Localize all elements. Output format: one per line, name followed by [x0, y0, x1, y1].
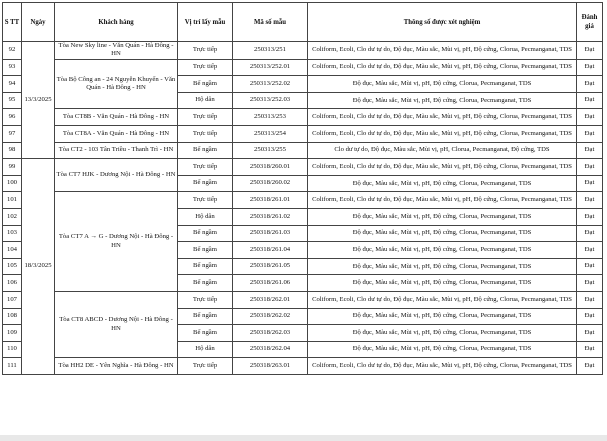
- customer-cell: Tòa CT8A - Văn Quán - Hà Đông - HN: [55, 125, 178, 142]
- sample-code-cell: 250313/252.01: [233, 59, 308, 76]
- result-cell: Đạt: [577, 159, 603, 176]
- location-cell: Trực tiếp: [178, 358, 233, 375]
- location-cell: Bể ngầm: [178, 275, 233, 292]
- row-stt: 95: [3, 92, 22, 109]
- row-stt: 109: [3, 325, 22, 342]
- location-cell: Bể ngầm: [178, 308, 233, 325]
- parameters-cell: Coliform, Ecoli, Clo dư tự do, Độ đục, Màu sắc, Mùi vị, pH, Độ cứng, Clorua, Pecmanganat, TDS: [308, 291, 577, 308]
- sample-code-cell: 250318/263.01: [233, 358, 308, 375]
- sample-code-cell: 250318/262.02: [233, 308, 308, 325]
- parameters-cell: Độ đục, Màu sắc, Mùi vị, pH, Độ cứng, Clorua, Pecmanganat, TDS: [308, 76, 577, 93]
- location-cell: Bể ngầm: [178, 76, 233, 93]
- result-cell: Đạt: [577, 142, 603, 159]
- row-stt: 93: [3, 59, 22, 76]
- sample-code-cell: 250313/253: [233, 109, 308, 126]
- parameters-cell: Clo dư tự do, Độ đục, Màu sắc, Mùi vị, pH, Clorua, Pecmanganat, Độ cứng, TDS: [308, 142, 577, 159]
- result-cell: Đạt: [577, 225, 603, 242]
- parameters-cell: Độ đục, Màu sắc, Mùi vị, pH, Độ cứng, Clorua, Pecmanganat, TDS: [308, 92, 577, 109]
- customer-cell: Tòa CT8 ABCD - Dương Nội - Hà Đông - HN: [55, 291, 178, 357]
- customer-cell: Tòa New Sky line - Văn Quán - Hà Đông - HN: [55, 42, 178, 60]
- location-cell: Trực tiếp: [178, 192, 233, 209]
- header-result: Đánh giá: [577, 3, 603, 42]
- table-row: [3, 159, 603, 176]
- sample-code-cell: 250318/262.03: [233, 325, 308, 342]
- parameters-cell: Độ đục, Màu sắc, Mùi vị, pH, Độ cứng, Clorua, Pecmanganat, TDS: [308, 258, 577, 275]
- customer-cell: Tòa CT7 HJK - Dương Nội - Hà Đông - HN: [55, 159, 178, 192]
- date-cell: 13/3/2025: [22, 42, 55, 159]
- result-cell: Đạt: [577, 358, 603, 375]
- header-stt: S TT: [3, 3, 22, 42]
- result-cell: Đạt: [577, 258, 603, 275]
- customer-cell: Tòa HH2 DE - Yên Nghĩa - Hà Đông - HN: [55, 358, 178, 375]
- sample-code-cell: 250318/262.01: [233, 291, 308, 308]
- row-stt: 102: [3, 208, 22, 225]
- sample-code-cell: 250318/262.04: [233, 341, 308, 358]
- parameters-cell: Độ đục, Màu sắc, Mùi vị, pH, Độ cứng, Clorua, Pecmanganat, TDS: [308, 275, 577, 292]
- sample-code-cell: 250318/261.01: [233, 192, 308, 209]
- results-table: [2, 2, 603, 375]
- location-cell: Bể ngầm: [178, 225, 233, 242]
- sample-code-cell: 250313/255: [233, 142, 308, 159]
- customer-cell: Tòa CT8B - Văn Quán - Hà Đông - HN: [55, 109, 178, 126]
- row-stt: 103: [3, 225, 22, 242]
- result-cell: Đạt: [577, 208, 603, 225]
- table-row: [3, 192, 603, 209]
- result-cell: Đạt: [577, 341, 603, 358]
- parameters-cell: Coliform, Ecoli, Clo dư tự do, Độ đục, Màu sắc, Mùi vị, pH, Độ cứng, Clorua, Pecmanganat, TDS: [308, 109, 577, 126]
- sample-code-cell: 250318/260.01: [233, 159, 308, 176]
- table-row: [3, 125, 603, 142]
- customer-cell: Tòa CT7 A → G - Dương Nội - Hà Đông - HN: [55, 192, 178, 292]
- row-stt: 106: [3, 275, 22, 292]
- location-cell: Trực tiếp: [178, 109, 233, 126]
- header-customer: Khách hàng: [55, 3, 178, 42]
- parameters-cell: Độ đục, Màu sắc, Mùi vị, pH, Độ cứng, Clorua, Pecmanganat, TDS: [308, 225, 577, 242]
- parameters-cell: Coliform, Ecoli, Clo dư tự do, Độ đục, Màu sắc, Mùi vị, pH, Độ cứng, Clorua, Pecmanganat, TDS: [308, 159, 577, 176]
- sample-code-cell: 250318/261.06: [233, 275, 308, 292]
- date-cell: 18/3/2025: [22, 159, 55, 375]
- location-cell: Bể ngầm: [178, 142, 233, 159]
- sample-code-cell: 250313/252.02: [233, 76, 308, 93]
- header-parameters: Thông số được xét nghiệm: [308, 3, 577, 42]
- table-row: [3, 59, 603, 76]
- sample-code-cell: 250318/261.02: [233, 208, 308, 225]
- header-row: [3, 3, 603, 42]
- parameters-cell: Độ đục, Màu sắc, Mùi vị, pH, Độ cứng, Clorua, Pecmanganat, TDS: [308, 175, 577, 192]
- table-row: [3, 142, 603, 159]
- row-stt: 111: [3, 358, 22, 375]
- table-row: [3, 109, 603, 126]
- sample-code-cell: 250318/261.04: [233, 242, 308, 259]
- parameters-cell: Độ đục, Màu sắc, Mùi vị, pH, Độ cứng, Clorua, Pecmanganat, TDS: [308, 308, 577, 325]
- parameters-cell: Coliform, Ecoli, Clo dư tự do, Độ đục, Màu sắc, Mùi vị, pH, Độ cứng, Clorua, Pecmanganat, TDS: [308, 125, 577, 142]
- result-cell: Đạt: [577, 291, 603, 308]
- location-cell: Trực tiếp: [178, 125, 233, 142]
- result-cell: Đạt: [577, 325, 603, 342]
- sample-code-cell: 250313/251: [233, 42, 308, 60]
- result-cell: Đạt: [577, 109, 603, 126]
- result-cell: Đạt: [577, 308, 603, 325]
- header-date: Ngày: [22, 3, 55, 42]
- location-cell: Hộ dân: [178, 208, 233, 225]
- sample-code-cell: 250318/261.05: [233, 258, 308, 275]
- location-cell: Trực tiếp: [178, 159, 233, 176]
- result-cell: Đạt: [577, 76, 603, 93]
- result-cell: Đạt: [577, 175, 603, 192]
- location-cell: Bể ngầm: [178, 258, 233, 275]
- row-stt: 96: [3, 109, 22, 126]
- location-cell: Hộ dân: [178, 92, 233, 109]
- parameters-cell: Coliform, Ecoli, Clo dư tự do, Độ đục, Màu sắc, Mùi vị, pH, Độ cứng, Clorua, Pecmanganat, TDS: [308, 42, 577, 60]
- parameters-cell: Độ đục, Màu sắc, Mùi vị, pH, Độ cứng, Clorua, Pecmanganat, TDS: [308, 242, 577, 259]
- table-row: [3, 291, 603, 308]
- row-stt: 101: [3, 192, 22, 209]
- row-stt: 94: [3, 76, 22, 93]
- parameters-cell: Coliform, Ecoli, Clo dư tự do, Độ đục, Màu sắc, Mùi vị, pH, Độ cứng, Clorua, Pecmanganat, TDS: [308, 59, 577, 76]
- result-cell: Đạt: [577, 42, 603, 60]
- location-cell: Hộ dân: [178, 341, 233, 358]
- parameters-cell: Độ đục, Màu sắc, Mùi vị, pH, Độ cứng, Clorua, Pecmanganat, TDS: [308, 208, 577, 225]
- result-cell: Đạt: [577, 192, 603, 209]
- result-cell: Đạt: [577, 242, 603, 259]
- row-stt: 104: [3, 242, 22, 259]
- header-sample-code: Mã số mẫu: [233, 3, 308, 42]
- row-stt: 99: [3, 159, 22, 176]
- parameters-cell: Coliform, Ecoli, Clo dư tự do, Độ đục, Màu sắc, Mùi vị, pH, Độ cứng, Clorua, Pecmanganat, TDS: [308, 358, 577, 375]
- parameters-cell: Độ đục, Màu sắc, Mùi vị, pH, Độ cứng, Clorua, Pecmanganat, TDS: [308, 341, 577, 358]
- parameters-cell: Coliform, Ecoli, Clo dư tự do, Độ đục, Màu sắc, Mùi vị, pH, Độ cứng, Clorua, Pecmanganat, TDS: [308, 192, 577, 209]
- location-cell: Trực tiếp: [178, 291, 233, 308]
- result-cell: Đạt: [577, 59, 603, 76]
- customer-cell: Tòa Bộ Công an - 24 Nguyễn Khuyến - Văn Quán - Hà Đông - HN: [55, 59, 178, 109]
- row-stt: 98: [3, 142, 22, 159]
- row-stt: 110: [3, 341, 22, 358]
- row-stt: 108: [3, 308, 22, 325]
- parameters-cell: Độ đục, Màu sắc, Mùi vị, pH, Độ cứng, Clorua, Pecmanganat, TDS: [308, 325, 577, 342]
- row-stt: 100: [3, 175, 22, 192]
- result-cell: Đạt: [577, 125, 603, 142]
- row-stt: 92: [3, 42, 22, 60]
- sample-code-cell: 250318/260.02: [233, 175, 308, 192]
- location-cell: Bể ngầm: [178, 242, 233, 259]
- table-row: [3, 42, 603, 60]
- result-cell: Đạt: [577, 275, 603, 292]
- location-cell: Bể ngầm: [178, 175, 233, 192]
- row-stt: 97: [3, 125, 22, 142]
- header-location: Vị trí lấy mẫu: [178, 3, 233, 42]
- sample-code-cell: 250313/252.03: [233, 92, 308, 109]
- customer-cell: Tòa CT2 - 103 Tân Triều - Thanh Trì - HN: [55, 142, 178, 159]
- location-cell: Trực tiếp: [178, 42, 233, 60]
- row-stt: 105: [3, 258, 22, 275]
- page-bottom-edge: [0, 435, 607, 441]
- result-cell: Đạt: [577, 92, 603, 109]
- location-cell: Bể ngầm: [178, 325, 233, 342]
- sample-code-cell: 250313/254: [233, 125, 308, 142]
- location-cell: Trực tiếp: [178, 59, 233, 76]
- sample-code-cell: 250318/261.03: [233, 225, 308, 242]
- table-row: [3, 358, 603, 375]
- row-stt: 107: [3, 291, 22, 308]
